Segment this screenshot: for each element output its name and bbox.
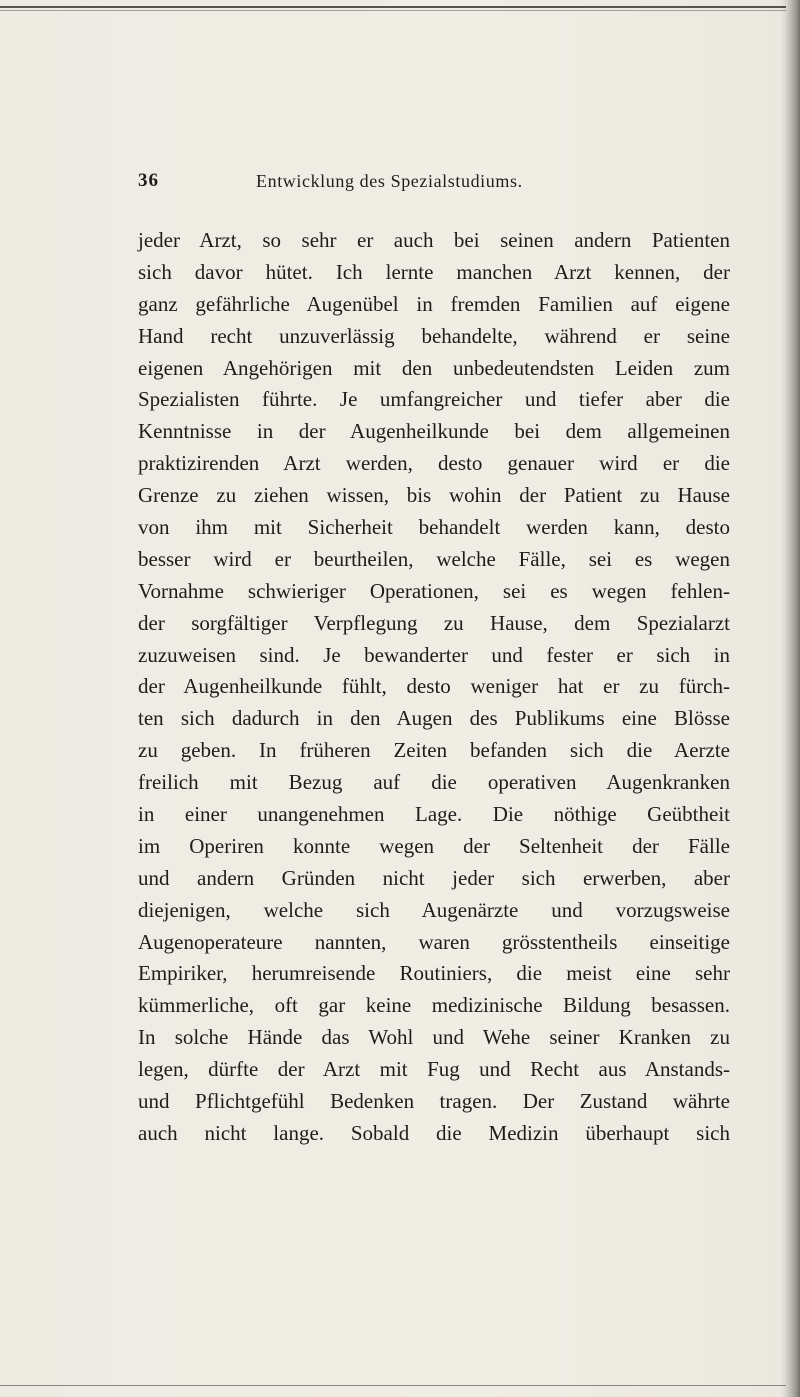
text-line: legen, dürfte der Arzt mit Fug und Recht aus Anstands- xyxy=(138,1057,730,1082)
text-line: Augenoperateure nannten, waren grösstentheils einseitige xyxy=(138,929,730,954)
text-line: Empiriker, herumreisende Routiniers, die meist eine sehr xyxy=(138,961,730,986)
text-line: diejenigen, welche sich Augenärzte und vorzugsweise xyxy=(138,897,730,922)
text-line: und andern Gründen nicht jeder sich erwerben, aber xyxy=(138,865,730,890)
text-line: Vornahme schwieriger Operationen, sei es wegen fehlen- xyxy=(138,578,730,603)
text-line: in einer unangenehmen Lage. Die nöthige Geübtheit xyxy=(138,802,730,827)
text-line: freilich mit Bezug auf die operativen Augenkranken xyxy=(138,770,730,795)
bottom-edge-rule xyxy=(0,1385,786,1386)
text-line: kümmerliche, oft gar keine medizinische Bildung besassen. xyxy=(138,993,730,1018)
text-line: zuzuweisen sind. Je bewanderter und fester er sich in xyxy=(138,642,730,667)
page-number: 36 xyxy=(138,170,159,191)
top-edge-rule xyxy=(0,6,790,8)
text-line: praktizirenden Arzt werden, desto genauer wird er die xyxy=(138,451,730,476)
text-line: auch nicht lange. Sobald die Medizin überhaupt sich xyxy=(138,1120,730,1145)
page-edge xyxy=(786,0,800,1397)
text-line: ten sich dadurch in den Augen des Publikums eine Blösse xyxy=(138,706,730,731)
text-line: Hand recht unzuverlässig behandelte, während er seine xyxy=(138,323,730,348)
text-line: von ihm mit Sicherheit behandelt werden kann, desto xyxy=(138,515,730,540)
text-line: sich davor hütet. Ich lernte manchen Arzt kennen, der xyxy=(138,259,730,284)
text-line: Spezialisten führte. Je umfangreicher und tiefer aber die xyxy=(138,387,730,412)
text-line: Grenze zu ziehen wissen, bis wohin der Patient zu Hause xyxy=(138,483,730,508)
text-line: Kenntnisse in der Augenheilkunde bei dem allgemeinen xyxy=(138,419,730,444)
text-line: zu geben. In früheren Zeiten befanden sich die Aerzte xyxy=(138,738,730,763)
body-text xyxy=(138,225,730,1150)
text-line: In solche Hände das Wohl und Wehe seiner Kranken zu xyxy=(138,1025,730,1050)
text-line: jeder Arzt, so sehr er auch bei seinen andern Patienten xyxy=(138,228,730,252)
text-line: eigenen Angehörigen mit den unbedeutendsten Leiden zum xyxy=(138,355,730,380)
text-line: der sorgfältiger Verpflegung zu Hause, dem Spezialarzt xyxy=(138,610,730,635)
text-line: im Operiren konnte wegen der Seltenheit der Fälle xyxy=(138,833,730,858)
running-head xyxy=(138,170,728,200)
text-line: besser wird er beurtheilen, welche Fälle, sei es wegen xyxy=(138,546,730,571)
running-title: Entwicklung des Spezialstudiums. xyxy=(256,171,523,191)
text-line: der Augenheilkunde fühlt, desto weniger hat er zu fürch- xyxy=(138,674,730,699)
text-line: und Pflichtgefühl Bedenken tragen. Der Zustand währte xyxy=(138,1089,730,1114)
top-edge-rule-secondary xyxy=(0,10,790,11)
text-line: ganz gefährliche Augenübel in fremden Familien auf eigene xyxy=(138,291,730,316)
